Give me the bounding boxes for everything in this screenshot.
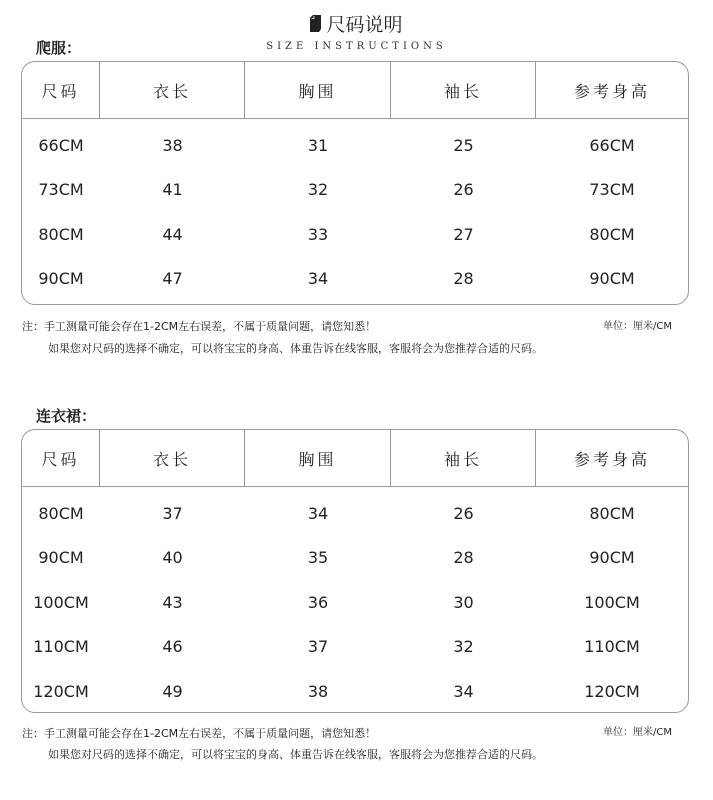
- column-header: 参考身高: [573, 449, 650, 469]
- table-cell: 40: [162, 548, 183, 568]
- table-cell: 73CM: [38, 180, 84, 200]
- table-cell: 90CM: [589, 548, 635, 568]
- table-cell: 28: [453, 548, 474, 568]
- table-cell: 31: [307, 135, 329, 155]
- column-header: 胸围: [245, 430, 391, 486]
- table-cell: 49: [162, 681, 183, 701]
- document-icon: [310, 15, 321, 32]
- table-cell: 44: [162, 224, 183, 244]
- size-table-romper: [21, 61, 689, 305]
- table-row: [22, 536, 688, 581]
- table-cell: 80CM: [589, 224, 635, 244]
- table-cell: 38: [162, 135, 183, 155]
- table-row: [22, 123, 688, 168]
- table-row: [22, 257, 688, 302]
- column-header: 衣长: [100, 430, 245, 486]
- table-cell: 120CM: [584, 681, 640, 701]
- column-header: 胸围: [245, 62, 391, 118]
- column-header: 袖长: [391, 62, 536, 118]
- page-title-wrap: [310, 10, 402, 37]
- table-cell: 34: [307, 503, 329, 523]
- table-cell: 66CM: [38, 135, 84, 155]
- table-cell: 37: [307, 637, 329, 657]
- table-cell: 120CM: [33, 681, 89, 701]
- table-row: [22, 580, 688, 625]
- unit-label: 单位：厘米/CM: [603, 727, 672, 738]
- table-cell: 32: [453, 637, 474, 657]
- table-cell: 34: [453, 681, 474, 701]
- table-cell: 43: [162, 592, 183, 612]
- section-title-romper: 爬服：: [36, 39, 82, 57]
- page-title: 尺码说明: [326, 14, 403, 36]
- table-cell: 80CM: [589, 503, 635, 523]
- table-cell: 28: [453, 269, 474, 289]
- page-header: [0, 10, 713, 52]
- table-cell: 90CM: [38, 269, 84, 289]
- table-cell: 41: [162, 180, 183, 200]
- table-cell: 66CM: [589, 135, 635, 155]
- table-row: [22, 491, 688, 536]
- table-row: [22, 212, 688, 257]
- table-row: [22, 625, 688, 670]
- table-row: [22, 168, 688, 213]
- column-header: 袖长: [391, 430, 536, 486]
- table-cell: 32: [307, 180, 329, 200]
- table-cell: 34: [307, 269, 329, 289]
- unit-label: 单位：厘米/CM: [603, 321, 672, 332]
- column-header: 尺码: [22, 430, 100, 486]
- table-header-row: [22, 430, 688, 487]
- table-cell: 47: [162, 269, 183, 289]
- size-advice: 如果您对尺码的选择不确定，可以将宝宝的身高、体重告诉在线客服，客服将会为您推荐合适的尺码。: [48, 748, 543, 761]
- table-cell: 36: [307, 592, 329, 612]
- table-cell: 80CM: [38, 224, 84, 244]
- table-cell: 80CM: [38, 503, 84, 523]
- table-header-row: [22, 62, 688, 119]
- table-cell: 90CM: [38, 548, 84, 568]
- table-cell: 110CM: [33, 637, 89, 657]
- table-cell: 26: [453, 180, 474, 200]
- table-cell: 37: [162, 503, 183, 523]
- measurement-note: 注：手工测量可能会存在1-2CM左右误差，不属于质量问题，请您知悉！: [22, 727, 377, 740]
- table-cell: 100CM: [584, 592, 640, 612]
- column-header: 参考身高: [573, 81, 650, 101]
- table-cell: 30: [453, 592, 474, 612]
- column-header: 尺码: [22, 62, 100, 118]
- table-cell: 73CM: [589, 180, 635, 200]
- table-row: [22, 669, 688, 713]
- table-cell: 25: [453, 135, 474, 155]
- table-cell: 33: [307, 224, 329, 244]
- table-cell: 35: [307, 548, 329, 568]
- table-cell: 27: [453, 224, 474, 244]
- page-subtitle: SIZE INSTRUCTIONS: [266, 41, 447, 52]
- table-cell: 100CM: [33, 592, 89, 612]
- table-cell: 46: [162, 637, 183, 657]
- measurement-note: 注：手工测量可能会存在1-2CM左右误差，不属于质量问题，请您知悉！: [22, 320, 377, 333]
- table-cell: 26: [453, 503, 474, 523]
- table-cell: 110CM: [584, 637, 640, 657]
- size-table-dress: [21, 429, 689, 713]
- section-title-dress: 连衣裙：: [36, 407, 97, 425]
- column-header: 衣长: [100, 62, 245, 118]
- size-advice: 如果您对尺码的选择不确定，可以将宝宝的身高、体重告诉在线客服，客服将会为您推荐合适的尺码。: [48, 342, 543, 355]
- table-cell: 90CM: [589, 269, 635, 289]
- table-cell: 38: [307, 681, 329, 701]
